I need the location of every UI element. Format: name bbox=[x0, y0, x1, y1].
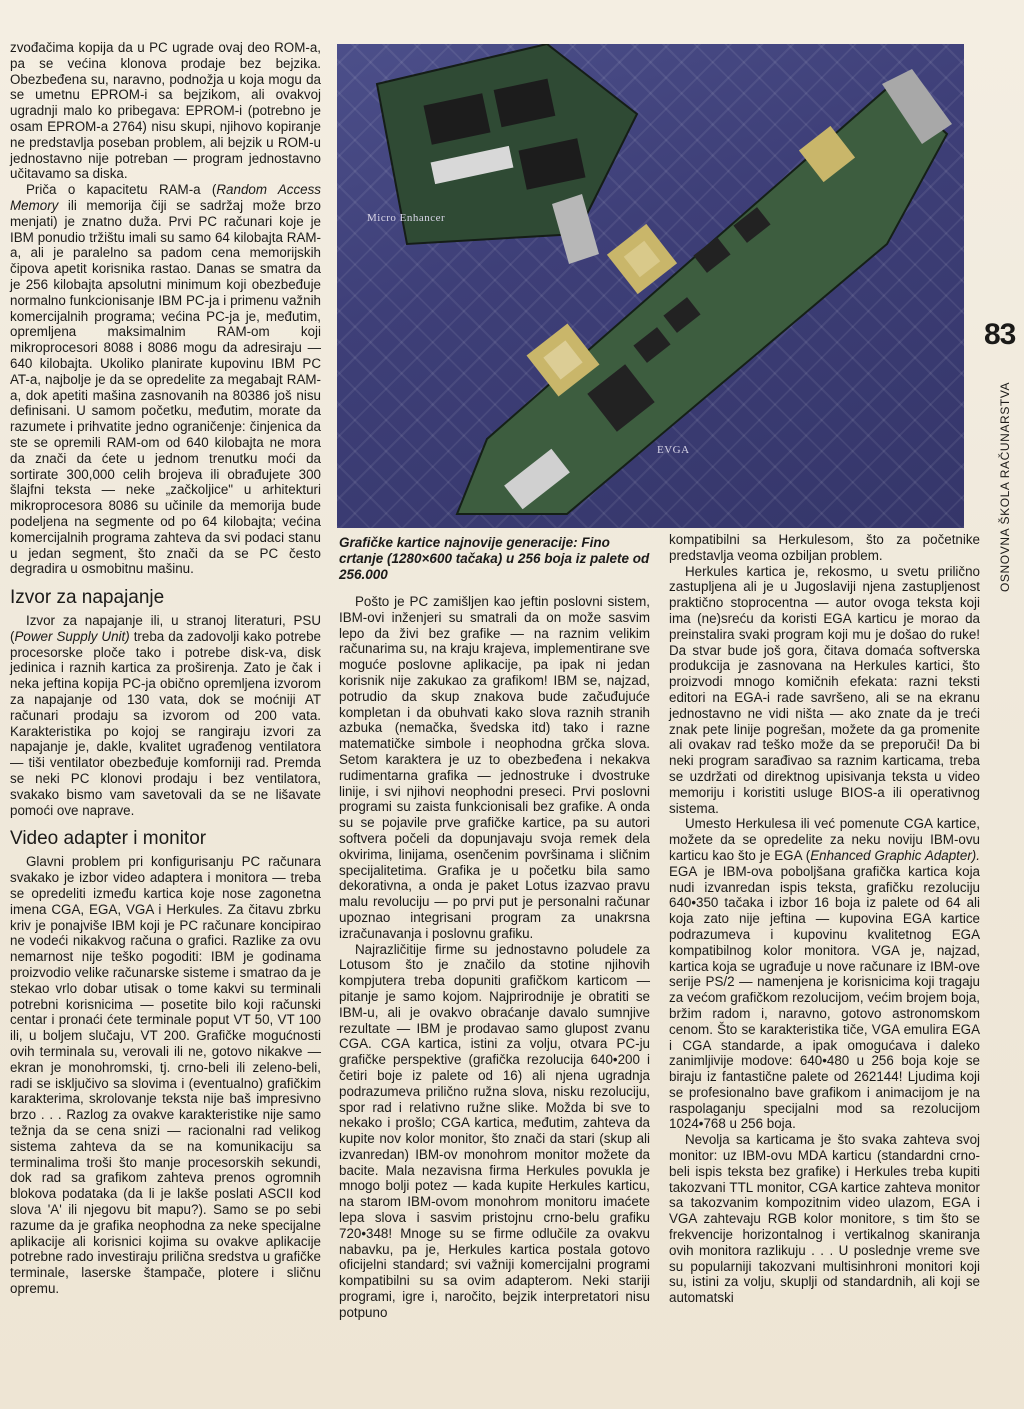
page-number: 83 bbox=[984, 318, 1016, 351]
paragraph: Nevolja sa karticama je što svaka zahteva svoj monitor: uz IBM-ovu MDA karticu (standardni crno-beli ispis teksta bez grafike) i Herkules treba kupiti takozvani TTL monitor, CGA kartice zahteva monitor sa takozvanim kompozitnim video ulazom, EGA i VGA zahtevaju RGB kolor monitore, s tim što se frekvencije horizontalnog i vertikalnog skaniranja ovih monitora razlikuju . . . U poslednje vreme sve su popularniji takozvani multisinhroni monitori koji su, istini za volju, skuplji od standardnih, ali koji se automatski bbox=[669, 1132, 980, 1306]
text-run-italic: Power Supply Unit) bbox=[14, 628, 130, 644]
section-title-vertical: OSNOVNA ŠKOLA RAČUNARSTVA bbox=[998, 381, 1012, 592]
paragraph: Najrazličitije firme su jednostavno poludele za Lotusom što je značilo da stotine njihovih kompjutera treba dopuniti grafičkom karticom — pitanje je samo kojom. Najprirodnije je obratiti se IBM-u, ali je ovakvo obraćanje davalo sumnjive rezultate — IBM je prodavao samo glupost zvanu CGA. CGA kartica, istini za volju, otvara PC-ju grafičke perspektive (grafička rezolucija 640•200 i četiri boje iz palete od 16) ali njena ugradnja podrazumeva prilično ružna slova, nisku rezoluciju, spor rad i relativno ružne slike. Možda bi sve to nekako i prošlo; CGA kartica, međutim, zahteva da kupite nov kolor monitor, što znači da stari (skup ali izvanredan) IBM-ov monohrom monitor možete da bacite. Mala nezavisna firma Herkules povukla je mnogo bolji potez — kada kupite Herkules karticu, na starom IBM-ovom monohrom monitoru imaćete lepa slova i sasvim pristojnu crno-belu grafiku 720•348! Mnoge su se firme odlučile za ovakvu nabavku, pa je, Herkules kartica postala gotovo oficijelni standard; svi važniji komercijalni programi kompatibilni su sa ovim adapterom. Neki stariji programi, igre i, naročito, bejzik interpretatori nisu potpuno bbox=[339, 941, 650, 1320]
text-run: treba da zadovolji kako potrebe procesorske ploče tako i potrebe disk-va, disk jedinica i raznih kartica za proširenja. Zato je čak i neka jeftina kopija PC-ja obično opremljena izvorom za napajanje od 130 vata, dok se moćniji AT računari prodaju sa izvorom od 200 vata. Karakteristika po kojoj se rangiraju izvori za napajanje je, dakle, kvalitet ugrađenog ventilatora — tiši ventilator obezbeđuje komforniji rad. Premda se neki PC klonovi prodaju i bez ventilatora, svakako bismo vam savetovali da se ne lišavate pomoći ove naprave. bbox=[10, 628, 321, 818]
text-column-middle bbox=[339, 594, 650, 1321]
paragraph: Pošto je PC zamišljen kao jeftin poslovni sistem, IBM-ovi inženjeri su smatrali da on može sasvim lepo da živi bez grafike — na raznim velikim računarima su, na kraju krajeva, implementirane sve moguće poslovne aplikacije, pa ipak ni jedan korisnik nije zakukao za grafikom! IBM se, najzad, potrudio da skup znakova bude začuđujuće kompletan i da obuhvati kako slova raznih stranih azbuka (nemačka, švedska itd) tako i razne matematičke simbole i neophodna grčka slova. Setom karaktera je uz to obezbeđena i nekakva rudimentarna grafika — jednostruke i dvostruke linije, i svi njihovi neophodni preseci. Prvi poslovni programi su zaista funkcionisali bez grafike. A onda su se pojavile prve grafičke kartice, pa su autori softvera počeli da dopunjavaju svoja remek dela okvirima, linijama, osenčenim površinama i sličnim specijalitetima. Grafika je u početku bila samo dekorativna, a onda je paket Lotus izazvao pravu malu revoluciju — po prvi put je personalni računar upoznao integrisani program za unakrsna izračunavanja i poslovnu grafiku. bbox=[339, 594, 650, 941]
text-run-italic: Enhanced Graphic Adapter). bbox=[810, 847, 980, 863]
photo-caption: Grafičke kartice najnovije generacije: Fino crtanje (1280×600 tačaka) u 256 boja iz palete od 256.000 bbox=[339, 535, 650, 582]
section-heading-power: Izvor za napajanje bbox=[10, 587, 165, 609]
section-heading-video: Video adapter i monitor bbox=[10, 828, 207, 850]
text-run: ili memorija čiji se sadržaj može brzo menjati) je znatno duža. Prvi PC računari koje je IBM ponudio tržištu imali su samo 64 kilobajta RAM-a, ali je paralelno sa padom cena memorijskih čipova apetit korisnika rastao. Danas se smatra da je 256 kilobajta apsolutni minimum koji obezbeđuje normalno funkcionisanje IBM PC-ja i primenu važnih komercijalnih programa; većina PC-ja je, međutim, opremljena maksimalnim RAM-om koji mikroprocesori 8088 i 8086 mogu da adresiraju — 640 kilobajta. Ukoliko planirate kupovinu IBM PC AT-a, najbolje je da se opredelite za megabajt RAM-a, dok apetiti mašina zasnovanih na 80386 još nisu definisani. U samom početku, međutim, morate da razumete i prihvatite jedno ograničenje: činjenica da ste se opremili RAM-om od 640 kilobajta ne mora da znači da ćete u jednom trenutku moći da sortirate 300,000 celih brojeva ili obrađujete 300 šlajfni teksta — neke „začkoljice" u arhitekturi mikroprocesora 8086 su učinile da memorija bude podeljena na segmente od po 64 kilobajta; većina komercijalnih programa zahteva da svi podaci stanu u jedan segment, što znači da se PC često degradira u osmobitnu mašinu. bbox=[10, 197, 321, 577]
paragraph: kompatibilni sa Herkulesom, što za početnike predstavlja veoma ozbiljan problem. bbox=[669, 532, 980, 563]
paragraph-psu bbox=[10, 613, 321, 818]
paragraph: zvođačima kopija da u PC ugrade ovaj deo ROM-a, pa se većina klonova prodaje bez bejzika. Obezbeđena su, naravno, podnožja u koja mogu da se umetnu EPROM-i sa bejzikom, ali ovakvoj ugradnji malo ko pribegava: EPROM-i (potrebno je osam EPROM-a 2764) nisu skupi, njihovo kopiranje ne predstavlja poseban problem, ali bejzik u ROM-u jednostavno nije potreban — program jednostavno učitavamo sa diska. bbox=[10, 40, 321, 182]
text-run-italic: Random Access Memory bbox=[10, 182, 321, 213]
text-run: Umesto Herkulesa ili već pomenute CGA kartice, možete da se opredelite za neku noviju IBM-ovu karticu kao što je EGA ( bbox=[669, 816, 980, 863]
text-run: EGA je IBM-ova poboljšana grafička kartica koja nudi izvanredan ispis teksta, grafičku rezoluciju 640•350 tačaka i izbor 16 boja iz palete od 64 ali koja zato nije jeftina — kupovina EGA kartice podrazumeva i kupovinu kvalitetnog EGA kompatibilnog kolor monitora. VGA je, najzad, kartica koja se ugrađuje u nove računare iz IBM-ove serije PS/2 — namenjena je korisnicima koji tragaju za većom grafičkom rezolucijom, većim brojem boja, bržim radom i, naravno, gotovo astronomskom cenom. Što se karakteristika tiče, VGA emulira EGA i CGA standarde, a ipak omogućava i daleko zanimljivije modove: 640•480 u 256 boja koje se biraju iz fantastične palete od 262144! Ljudima koji se profesionalno bave grafikom i animacijom je na raspolaganju specijalni mod sa rezolucijom 1024•768 u 256 boja. bbox=[669, 863, 980, 1132]
circuit-boards-illustration bbox=[337, 44, 964, 528]
paragraph-ega bbox=[669, 816, 980, 1132]
paragraph: Herkules kartica je, rekosmo, u svetu prilično zastupljena ali je u Jugoslaviji njena zastupljenost praktično stoprocentna — autor ovoga teksta koji ima (ne)sreću da koristi EGA karticu je morao da preinstalira svaki program koji mu je došao do ruke! Da stvar bude još gora, čitava domaća softverska produkcija je zasnovana na Herkules kartici, što proizvodi mnogo komičnih efekata: razni teksti editori na EGA-i rade savršeno, ali se na ekranu jednostavno ne vidi ništa — ako znate da je treći znak pete linije pogrešan, možete da ga promenite ali ovakav rad teško može da se preporuči! Da bi neki program sarađivao sa raznim karticama, treba se uzdržati od direktnog upisivanja teksta u video memoriju i koristiti usluge BIOS-a ili operativnog sistema. bbox=[669, 563, 980, 816]
graphics-cards-photo bbox=[337, 44, 964, 528]
paragraph-video: Glavni problem pri konfigurisanju PC računara svakako je izbor video adaptera i monitora — treba se opredeliti između kartica koje nose zagonetna imena CGA, EGA, VGA i Herkules. Za čitavu zbrku kriv je ponajviše IBM koji je PC računare koncipirao ne vodeći nikakvog računa o grafici. Razlike za ovu nemarnost nije teško pogoditi: IBM je godinama proizvodio velike računarske sisteme i smatrao da je stekao vrlo dobar utisak o tome kakvi su terminali potrebni korisnicima — posetite bilo koji računski centar i pronaći ćete terminale poput VT 50, VT 100 ili, u boljem slučaju, VT 200. Grafičke mogućnosti ovih terminala su, verovali ili ne, gotovo nikakve — ekran je monohromski, tj. crno-beli ili zeleno-beli, radi se isključivo sa slovima i (eventualno) grafičkim karakterima, skrolovanje teksta nije baš impresivno brzo . . . Razlog za ovakve karakteristike nije samo težnja da se cena snizi — racionalni rad velikog sistema zahteva da se na komunikaciju sa terminalima troši što manje procesorskih sekundi, dok rad sa grafikom zahteva prenos ogromnih blokova podataka (da li je lakše poslati ASCII kod slova 'A' ili njegovu bit mapu?). Samo se po sebi razume da je grafika neophodna za neke specijalne aplikacije ali korisnici kojima su ovakve aplikacije potrebne rado investiraju priličnа sredstva u grafičke terminale, laserske štampače, plotere i sličnu opremu. bbox=[10, 854, 321, 1296]
text-run: Izvor za napajanje ili, u stranoj literaturi, PSU ( bbox=[10, 613, 321, 644]
photo-label-micro-enhancer: Micro Enhancer bbox=[367, 212, 446, 224]
photo-label-evga: EVGA bbox=[657, 444, 690, 456]
micro-enhancer-board bbox=[377, 44, 637, 264]
text-column-left bbox=[10, 40, 321, 1297]
paragraph-ram bbox=[10, 182, 321, 577]
text-column-right bbox=[669, 532, 980, 1306]
text-run: Priča o kapacitetu RAM-a ( bbox=[26, 182, 217, 198]
